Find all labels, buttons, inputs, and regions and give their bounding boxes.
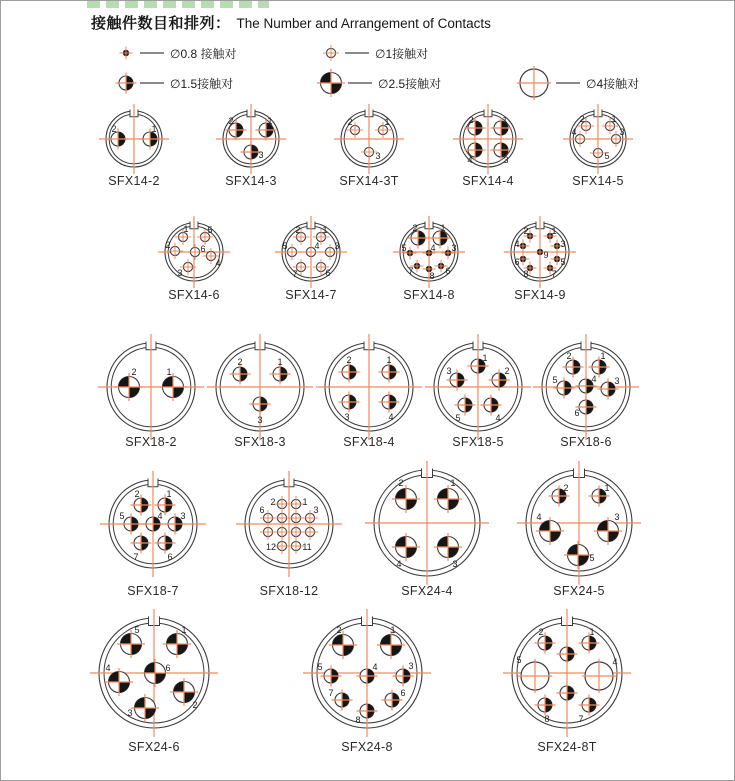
pin-number: 1: [440, 223, 446, 233]
section-title: [91, 12, 491, 33]
pin-number: 4: [514, 239, 520, 249]
pin-number: 6: [400, 688, 406, 698]
pin-number: 6: [200, 244, 206, 254]
legend-label: ∅1.5接触对: [170, 77, 234, 91]
connector-diagram-SFX14-8: [382, 205, 476, 299]
connector-name: SFX24-6: [128, 740, 180, 754]
pin-number: 1: [386, 355, 392, 365]
pin-number: 2: [538, 627, 544, 637]
legend-label: ∅1接触对: [375, 47, 429, 61]
pin-number: 7: [578, 714, 584, 724]
pin-number: 1: [183, 224, 189, 234]
pin-number: 5: [560, 257, 566, 267]
pin-number: 7: [551, 269, 557, 279]
connector-diagram-SFX18-6: [524, 325, 648, 449]
pin-number: 3: [313, 505, 319, 515]
pin-number: 1: [502, 115, 508, 125]
connector-diagram-SFX18-4: [307, 325, 431, 449]
pin-number: 4: [571, 127, 577, 137]
connector-name: SFX24-5: [553, 584, 605, 598]
pin-number: 1: [551, 226, 557, 236]
pin-number: 4: [105, 663, 111, 673]
pin-number: 4: [467, 155, 473, 165]
pin-number: 2: [336, 625, 342, 635]
pin-number: 5: [401, 243, 407, 253]
connector-name: SFX18-7: [127, 584, 179, 598]
pin-number: 1: [482, 353, 488, 363]
pin-number: 6: [259, 505, 265, 515]
pin-number: 1: [611, 114, 617, 124]
connector-name: SFX18-12: [259, 584, 319, 598]
pin-number: 3: [560, 239, 566, 249]
pin-number: 2: [566, 351, 572, 361]
pin-number: 2: [237, 357, 243, 367]
pin-number: 1: [322, 225, 328, 235]
pin-number: 3: [177, 268, 183, 278]
legend-dash: [348, 82, 372, 84]
pin-number: 6: [445, 266, 451, 276]
pin-number: 2: [131, 367, 137, 377]
pin-number: 2: [398, 478, 404, 488]
connector-name: SFX24-8: [341, 740, 393, 754]
pin-number: 1: [604, 483, 610, 493]
pin-number: 5: [282, 241, 288, 251]
pin-number: 2: [346, 355, 352, 365]
decor-green-header: [87, 1, 269, 8]
pin-number: 3: [446, 366, 452, 376]
pin-number: 5: [455, 413, 461, 423]
pin-number: 1: [600, 351, 606, 361]
pin-number: 1: [302, 497, 308, 507]
connector-name: SFX18-5: [452, 435, 504, 449]
pin-number: 7: [292, 269, 298, 279]
pin-number: 4: [396, 559, 402, 569]
pin-number: 3: [258, 150, 264, 160]
connector-diagram-SFX14-7: [264, 205, 358, 299]
legend-label: ∅4接触对: [586, 77, 640, 91]
pin-number: 2: [412, 223, 418, 233]
pin-number: 7: [328, 688, 334, 698]
pin-number: 3: [451, 243, 457, 253]
pin-number: 6: [165, 663, 171, 673]
legend-label: ∅0.8 接触对: [170, 47, 237, 61]
pin-number: 1: [277, 357, 283, 367]
legend-dash: [556, 82, 580, 84]
connector-diagram-SFX18-7: [91, 462, 215, 586]
pin-number: 3: [127, 708, 133, 718]
pin-number: 1: [166, 489, 172, 499]
pin-number: 5: [516, 655, 522, 665]
pin-number: 2: [563, 483, 569, 493]
pin-number: 4: [536, 512, 542, 522]
connector-name: SFX14-3: [225, 174, 277, 188]
pin-number: 4: [157, 511, 163, 521]
connector-diagram-SFX14-2: [88, 93, 180, 185]
pin-number: 4: [372, 662, 378, 672]
pin-number: 3: [375, 151, 381, 161]
pin-number: 2: [111, 124, 117, 134]
pin-number: 4: [388, 412, 394, 422]
pin-number: 8: [523, 269, 529, 279]
pin-number: 2: [270, 497, 276, 507]
connector-name: SFX24-8T: [537, 740, 597, 754]
pin-number: 3: [344, 412, 350, 422]
connector-name: SFX14-8: [403, 288, 455, 302]
legend-label: ∅2.5接触对: [378, 77, 442, 91]
pin-number: 8: [544, 714, 550, 724]
pin-number: 4: [430, 243, 436, 253]
connector-name: SFX14-4: [462, 174, 514, 188]
pin-number: 1: [267, 116, 273, 126]
pin-number: 2: [192, 700, 198, 710]
pin-number: 1: [166, 367, 172, 377]
pin-number: 3: [452, 559, 458, 569]
pin-number: 4: [314, 241, 320, 251]
connector-name: SFX24-4: [401, 584, 453, 598]
connector-name: SFX14-9: [514, 288, 566, 302]
pin-number: 4: [591, 374, 597, 384]
pin-number: 3: [619, 127, 625, 137]
pin-number: 4: [495, 413, 501, 423]
pin-number: 1: [390, 625, 396, 635]
connector-name: SFX18-4: [343, 435, 395, 449]
pin-number: 6: [325, 268, 331, 278]
title-chinese: 接触件数目和排列：: [91, 15, 231, 32]
connector-diagram-SFX18-12: [227, 462, 351, 586]
pin-number: 5: [589, 553, 595, 563]
pin-number: 2: [504, 366, 510, 376]
pin-number: 5: [134, 625, 140, 635]
contact-pin-c: [116, 73, 137, 94]
connector-diagram-SFX24-8T: [494, 600, 640, 746]
pin-number: 7: [133, 552, 139, 562]
pin-number: 2: [468, 115, 474, 125]
legend-dash: [140, 52, 164, 54]
connector-diagram-SFX24-8: [294, 600, 440, 746]
pin-number: 9: [543, 250, 549, 260]
legend-dash: [345, 52, 369, 54]
pin-number: 2: [523, 226, 529, 236]
pin-number: 6: [514, 257, 520, 267]
pin-number: 4: [612, 657, 618, 667]
connector-diagram-SFX14-3T: [323, 93, 415, 185]
pin-number: 5: [207, 225, 213, 235]
connector-diagram-SFX24-6: [81, 600, 227, 746]
pin-number: 6: [167, 552, 173, 562]
pin-number: 3: [257, 415, 263, 425]
pin-number: 7: [408, 266, 414, 276]
pin-number: 2: [347, 117, 353, 127]
pin-number: 2: [165, 240, 171, 250]
connector-diagram-SFX18-3: [198, 325, 322, 449]
pin-number: 1: [589, 627, 595, 637]
legend-dash: [140, 82, 164, 84]
pin-number: 12: [265, 542, 277, 552]
pin-number: 5: [317, 662, 323, 672]
connector-diagram-SFX14-6: [147, 205, 241, 299]
pin-number: 1: [181, 625, 187, 635]
pin-number: 8: [355, 715, 361, 725]
connector-diagram-SFX24-4: [356, 452, 498, 594]
connector-diagram-SFX14-9: [493, 205, 587, 299]
connector-diagram-SFX14-4: [442, 93, 534, 185]
pin-number: 8: [429, 271, 435, 281]
pin-number: 3: [614, 512, 620, 522]
connector-name: SFX14-7: [285, 288, 337, 302]
contact-pin-a: [120, 47, 133, 60]
pin-number: 5: [604, 151, 610, 161]
pin-number: 1: [450, 478, 456, 488]
connector-name: SFX14-2: [108, 174, 160, 188]
connector-name: SFX18-3: [234, 435, 286, 449]
connector-name: SFX14-6: [168, 288, 220, 302]
connector-diagram-SFX14-5: [552, 93, 644, 185]
connector-name: SFX18-2: [125, 435, 177, 449]
pin-number: 2: [295, 225, 301, 235]
connector-diagram-SFX18-2: [89, 325, 213, 449]
connector-name: SFX14-5: [572, 174, 624, 188]
pin-number: 2: [579, 114, 585, 124]
pin-number: 3: [503, 155, 509, 165]
pin-number: 3: [408, 661, 414, 671]
pin-number: 4: [215, 258, 221, 268]
title-english: The Number and Arrangement of Contacts: [236, 16, 491, 31]
connector-name: SFX18-6: [560, 435, 612, 449]
pin-number: 3: [334, 241, 340, 251]
pin-number: 1: [384, 117, 390, 127]
pin-number: 5: [552, 375, 558, 385]
connector-diagram-SFX14-3: [205, 93, 297, 185]
pin-number: 5: [119, 511, 125, 521]
pin-number: 6: [574, 408, 580, 418]
pin-number: 2: [134, 489, 140, 499]
pin-number: 11: [302, 542, 312, 552]
pin-number: 1: [151, 124, 157, 134]
pin-number: 3: [180, 511, 186, 521]
connector-name: SFX14-3T: [339, 174, 399, 188]
pin-number: 2: [228, 116, 234, 126]
pin-number: 3: [614, 376, 620, 386]
connector-diagram-SFX24-5: [508, 452, 650, 594]
connector-diagram-SFX18-5: [416, 325, 540, 449]
